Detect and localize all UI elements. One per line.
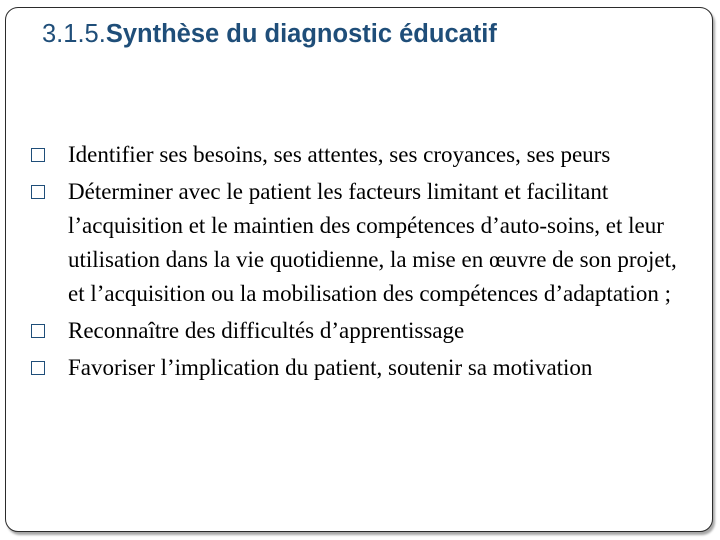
title-text: Synthèse du diagnostic éducatif: [105, 20, 497, 48]
hollow-square-icon: [31, 148, 45, 162]
title-number: 3.1.5.: [42, 20, 106, 48]
bullet-text: Reconnaître des difficultés d’apprentissage: [68, 318, 465, 343]
bullet-text: Favoriser l’implication du patient, soutenir sa motivation: [68, 355, 593, 380]
bullet-list: [31, 138, 691, 388]
hollow-square-icon: [31, 361, 45, 375]
slide-title: [42, 20, 497, 49]
bullet-text: Identifier ses besoins, ses attentes, ses croyances, ses peurs: [68, 142, 611, 167]
hollow-square-icon: [31, 324, 45, 338]
hollow-square-icon: [31, 185, 45, 199]
bullet-item: [31, 314, 691, 348]
bullet-item: [31, 138, 691, 172]
bullet-item: [31, 175, 691, 311]
bullet-text: Déterminer avec le patient les facteurs limitant et facilitant l’acquisition et le maintien des compétences d’auto-soins, et leur utilisation dans la vie quotidienne, la mise en œuvre de son projet, et l’acquisition ou la mobilisation des compétences d’adaptation ;: [68, 179, 677, 306]
bullet-item: [31, 351, 691, 385]
